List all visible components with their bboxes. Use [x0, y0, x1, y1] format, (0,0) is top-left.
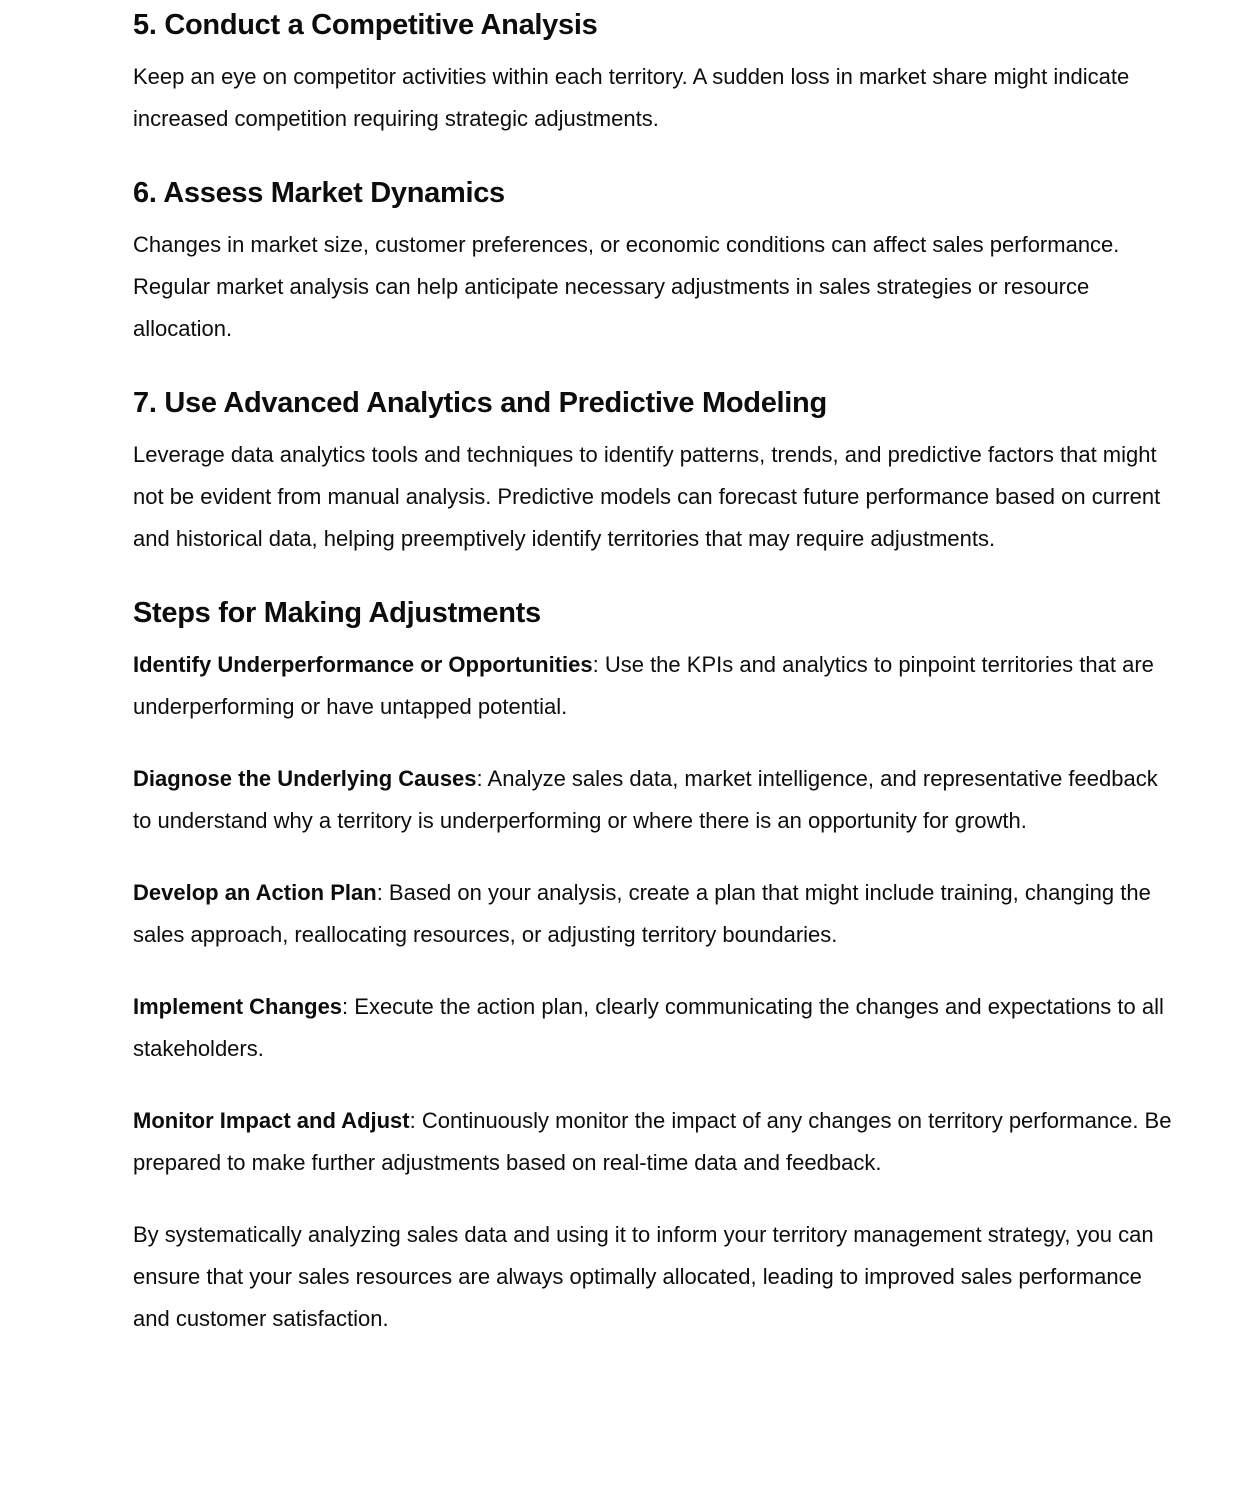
section-body: Leverage data analytics tools and techniques to identify patterns, trends, and predictive factors that might not be evident from manual analysis. Predictive models can forecast future performance based on current and historical data, helping preemptively identify territories that may require adjustments. [133, 442, 1161, 551]
section-body: Keep an eye on competitor activities within each territory. A sudden loss in market share might indicate increased competition requiring strategic adjustments. [133, 64, 1130, 131]
step-text: : Based on your analysis, create a plan that might include training, changing the sales approach, reallocating resources, or adjusting territory boundaries. [133, 880, 1151, 947]
section-body: Changes in market size, customer preferences, or economic conditions can affect sales performance. Regular market analysis can help anticipate necessary adjustments in sales strategies or resource allocation. [133, 232, 1120, 341]
step-label: Identify Underperformance or Opportunities [133, 652, 593, 677]
step-label: Diagnose the Underlying Causes [133, 766, 477, 791]
section-competitive-analysis [133, 6, 1175, 140]
section-heading: 5. Conduct a Competitive Analysis [133, 9, 598, 41]
section-steps-for-adjustments [133, 594, 1175, 1184]
step-label: Monitor Impact and Adjust [133, 1108, 410, 1133]
step-text: : Continuously monitor the impact of any changes on territory performance. Be prepared to make further adjustments based on real-time data and feedback. [133, 1108, 1172, 1175]
step-item [133, 986, 1175, 1070]
step-label: Implement Changes [133, 994, 343, 1019]
section-advanced-analytics [133, 384, 1175, 560]
step-item [133, 758, 1175, 842]
step-item [133, 872, 1175, 956]
step-text: : Use the KPIs and analytics to pinpoint territories that are underperforming or have untapped potential. [133, 652, 1154, 719]
step-text: : Execute the action plan, clearly communicating the changes and expectations to all stakeholders. [133, 994, 1164, 1061]
step-item [133, 1100, 1175, 1184]
step-text: : Analyze sales data, market intelligence, and representative feedback to understand why a territory is underperforming or where there is an opportunity for growth. [133, 766, 1158, 833]
section-market-dynamics [133, 174, 1175, 350]
conclusion-paragraph: By systematically analyzing sales data and using it to inform your territory management strategy, you can ensure that your sales resources are always optimally allocated, leading to improved sales performance and customer satisfaction. [133, 1222, 1154, 1331]
section-heading: 7. Use Advanced Analytics and Predictive Modeling [133, 387, 827, 419]
section-heading: 6. Assess Market Dynamics [133, 177, 505, 209]
step-label: Develop an Action Plan [133, 880, 377, 905]
step-item [133, 644, 1175, 728]
article-content [133, 0, 1175, 1340]
steps-heading: Steps for Making Adjustments [133, 597, 541, 629]
